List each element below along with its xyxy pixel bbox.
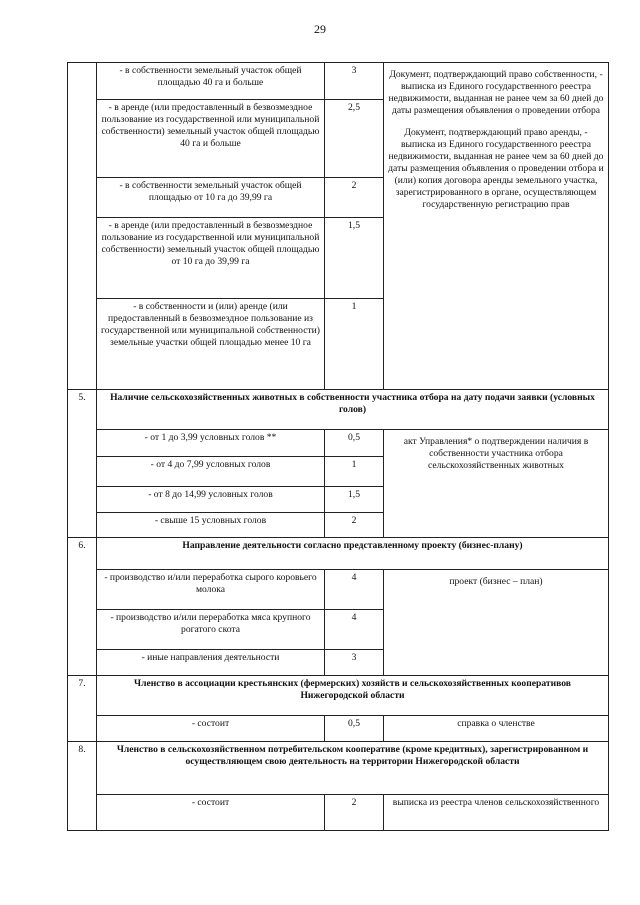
criterion-cell: - состоит — [97, 716, 325, 742]
row-number-cell — [68, 63, 97, 390]
section-title: Направление деятельности согласно представленному проекту (бизнес-плану) — [97, 538, 609, 570]
section-title: Наличие сельскохозяйственных животных в собственности участника отбора на дату подачи заявки (условных голов) — [97, 390, 609, 430]
criterion-cell: - производство и/или переработка мяса крупного рогатого скота — [97, 610, 325, 650]
lease-document-text: Документ, подтверждающий право аренды, - выписка из Единого государственного реестра недвижимости, выданная не ранее чем за 60 дней до даты размещения объявления о проведении отбора и (или) копия договора аренды земельного участка, зарегистрированного в органе, осуществляющем государственную регистрацию прав — [388, 126, 604, 210]
points-cell: 0,5 — [325, 716, 384, 742]
criterion-cell: - от 8 до 14,99 условных голов — [97, 487, 325, 513]
points-cell: 0,5 — [325, 430, 384, 457]
criterion-cell: - свыше 15 условных голов — [97, 513, 325, 538]
section-header-row — [68, 390, 609, 430]
section-header-row — [68, 676, 609, 716]
section-number: 8. — [68, 742, 97, 831]
document-cell — [384, 63, 609, 390]
points-cell: 4 — [325, 610, 384, 650]
section-number: 7. — [68, 676, 97, 742]
document-cell: справка о членстве — [384, 716, 609, 742]
ownership-document-text: Документ, подтверждающий право собственности, - выписка из Единого государственного реестра недвижимости, выданная не ранее чем за 60 дней до даты размещения объявления о проведении отбора — [388, 69, 604, 116]
table-row — [68, 570, 609, 610]
section-number: 6. — [68, 538, 97, 676]
criterion-cell: - в собственности и (или) аренде (или предоставленный в безвозмездное пользование из государственной или муниципальной собственности) земельные участки общей площадью менее 10 га — [97, 299, 325, 390]
points-cell: 3 — [325, 650, 384, 676]
criterion-cell: - от 4 до 7,99 условных голов — [97, 457, 325, 487]
table-row — [68, 795, 609, 831]
table-row — [68, 63, 609, 100]
points-cell: 1,5 — [325, 218, 384, 299]
points-cell: 3 — [325, 63, 384, 100]
document-cell: выписка из реестра членов сельскохозяйственного — [384, 795, 609, 831]
points-cell: 4 — [325, 570, 384, 610]
criterion-cell: - в аренде (или предоставленный в безвозмездное пользование из государственной или муниципальной собственности) земельный участок общей площадью от 10 га до 39,99 га — [97, 218, 325, 299]
document-cell: проект (бизнес – план) — [384, 570, 609, 676]
points-cell: 1,5 — [325, 487, 384, 513]
table-row — [68, 716, 609, 742]
document-cell: акт Управления* о подтверждении наличия в собственности участника отбора сельскохозяйственных животных — [384, 430, 609, 538]
criterion-cell: - в собственности земельный участок общей площадью от 10 га до 39,99 га — [97, 178, 325, 218]
criteria-table — [67, 62, 609, 831]
points-cell: 1 — [325, 299, 384, 390]
section-title: Членство в ассоциации крестьянских (фермерских) хозяйств и сельскохозяйственных кооперативов Нижегородской области — [97, 676, 609, 716]
section-header-row — [68, 538, 609, 570]
section-number: 5. — [68, 390, 97, 538]
table-row — [68, 430, 609, 457]
criterion-cell: - в собственности земельный участок общей площадью 40 га и больше — [97, 63, 325, 100]
criterion-cell: - иные направления деятельности — [97, 650, 325, 676]
points-cell: 2,5 — [325, 100, 384, 178]
criterion-cell: - от 1 до 3,99 условных голов ** — [97, 430, 325, 457]
points-cell: 2 — [325, 513, 384, 538]
points-cell: 1 — [325, 457, 384, 487]
section-header-row — [68, 742, 609, 795]
points-cell: 2 — [325, 178, 384, 218]
criterion-cell: - в аренде (или предоставленный в безвозмездное пользование из государственной или муниципальной собственности) земельный участок общей площадью 40 га и больше — [97, 100, 325, 178]
criterion-cell: - состоит — [97, 795, 325, 831]
points-cell: 2 — [325, 795, 384, 831]
section-title: Членство в сельскохозяйственном потребительском кооперативе (кроме кредитных), зарегистрированном и осуществляющем свою деятельность на территории Нижегородской области — [97, 742, 609, 795]
page-number: 29 — [314, 22, 326, 36]
criterion-cell: - производство и/или переработка сырого коровьего молока — [97, 570, 325, 610]
